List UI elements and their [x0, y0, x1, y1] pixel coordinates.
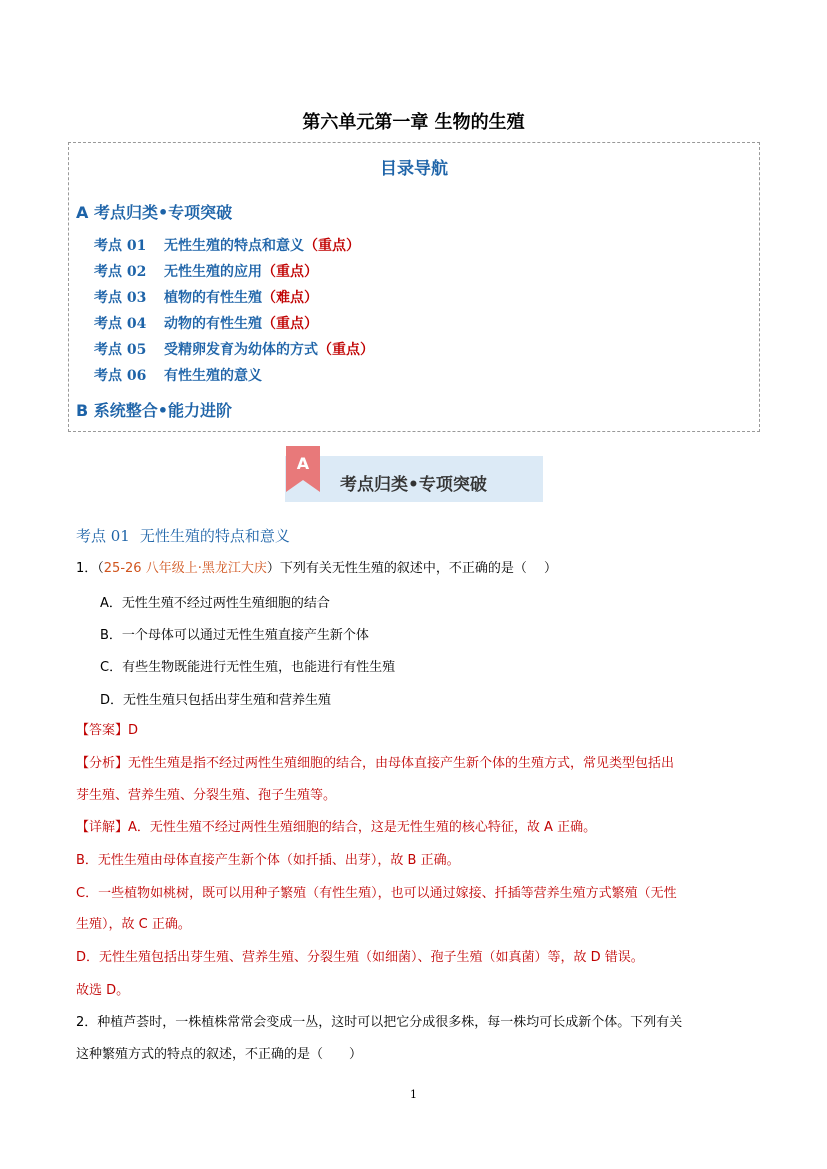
detail-d: D．无性生殖包括出芽生殖、营养生殖、分裂生殖（如细菌）、孢子生殖（如真菌）等，故 D 错误。 [76, 950, 644, 965]
detail-a [76, 818, 756, 838]
detail-a-text: A．无性生殖不经过两性生殖细胞的结合，这是无性生殖的核心特征，故 A 正确。 [128, 820, 597, 835]
answer-value: D [128, 723, 139, 738]
toc-item-tag: （重点） [262, 264, 318, 280]
toc-item-num: 考点 04 [94, 316, 147, 332]
toc-item-tag: （重点） [318, 342, 374, 358]
option-a: A．无性生殖不经过两性生殖细胞的结合 [100, 596, 330, 611]
toc-item-num: 考点 02 [94, 264, 147, 280]
toc-item-2[interactable] [94, 261, 318, 281]
page-title: 第六单元第一章 生物的生殖 [302, 112, 525, 133]
toc-item-6[interactable] [94, 365, 262, 385]
conclusion: 故选 D。 [76, 983, 130, 998]
answer [76, 721, 138, 741]
question-stem-text: ）下列有关无性生殖的叙述中，不正确的是（ ） [266, 561, 557, 576]
toc-item-tag: （重点） [304, 238, 360, 254]
detail-c-1: C．一些植物如桃树，既可以用种子繁殖（有性生殖），也可以通过嫁接、扦插等营养生殖方式繁殖（无性 [76, 886, 677, 901]
question-source: 25-26 八年级上·黑龙江大庆 [103, 561, 267, 576]
kaodian-heading [76, 525, 290, 546]
toc-heading: 目录导航 [380, 159, 448, 179]
toc-item-text: 无性生殖的应用 [164, 264, 262, 280]
page-number: 1 [410, 1088, 417, 1101]
analysis-line-2: 芽生殖、营养生殖、分裂生殖、孢子生殖等。 [76, 788, 337, 803]
question-2-line-2: 这种繁殖方式的特点的叙述，不正确的是（ ） [76, 1047, 363, 1062]
detail-label: 【详解】 [76, 820, 129, 835]
toc-item-num: 考点 05 [94, 342, 147, 358]
toc-item-tag: （难点） [262, 290, 318, 306]
question-2-line-1: 2．种植芦荟时，一株植株常常会变成一丛，这时可以把它分成很多株，每一株均可长成新个体。下列有关 [76, 1015, 683, 1030]
toc-item-text: 无性生殖的特点和意义 [164, 238, 304, 254]
option-b: B．一个母体可以通过无性生殖直接产生新个体 [100, 628, 369, 643]
kaodian-num: 考点 01 [76, 527, 130, 545]
toc-item-num: 考点 06 [94, 368, 147, 384]
toc-item-text: 动物的有性生殖 [164, 316, 262, 332]
analysis-text: 无性生殖是指不经过两性生殖细胞的结合，由母体直接产生新个体的生殖方式，常见类型包括出 [128, 756, 675, 771]
option-c: C．有些生物既能进行无性生殖，也能进行有性生殖 [100, 660, 396, 675]
detail-b: B．无性生殖由母体直接产生新个体（如扦插、出芽），故 B 正确。 [76, 853, 460, 868]
question-prefix: 1．（ [76, 561, 104, 576]
toc-item-4[interactable] [94, 313, 318, 333]
toc-item-num: 考点 03 [94, 290, 147, 306]
toc-section-b[interactable]: B 系统整合•能力进阶 [76, 401, 232, 420]
toc-item-1[interactable] [94, 235, 360, 255]
toc-item-text: 有性生殖的意义 [164, 368, 262, 384]
toc-item-num: 考点 01 [94, 238, 147, 254]
kaodian-text: 无性生殖的特点和意义 [139, 527, 290, 545]
toc-section-a[interactable]: A 考点归类•专项突破 [76, 203, 233, 222]
toc-item-tag: （重点） [262, 316, 318, 332]
detail-c-2: 生殖），故 C 正确。 [76, 917, 191, 932]
answer-label: 【答案】 [76, 723, 129, 738]
analysis-line-1 [76, 754, 756, 774]
banner-text: 考点归类•专项突破 [340, 475, 487, 495]
toc-item-5[interactable] [94, 339, 374, 359]
option-d: D．无性生殖只包括出芽生殖和营养生殖 [100, 693, 332, 708]
analysis-label: 【分析】 [76, 756, 129, 771]
toc-item-text: 植物的有性生殖 [164, 290, 262, 306]
toc-item-text: 受精卵发育为幼体的方式 [164, 342, 318, 358]
question-1-stem [76, 559, 756, 579]
toc-item-3[interactable] [94, 287, 318, 307]
banner-letter: A [296, 454, 310, 473]
